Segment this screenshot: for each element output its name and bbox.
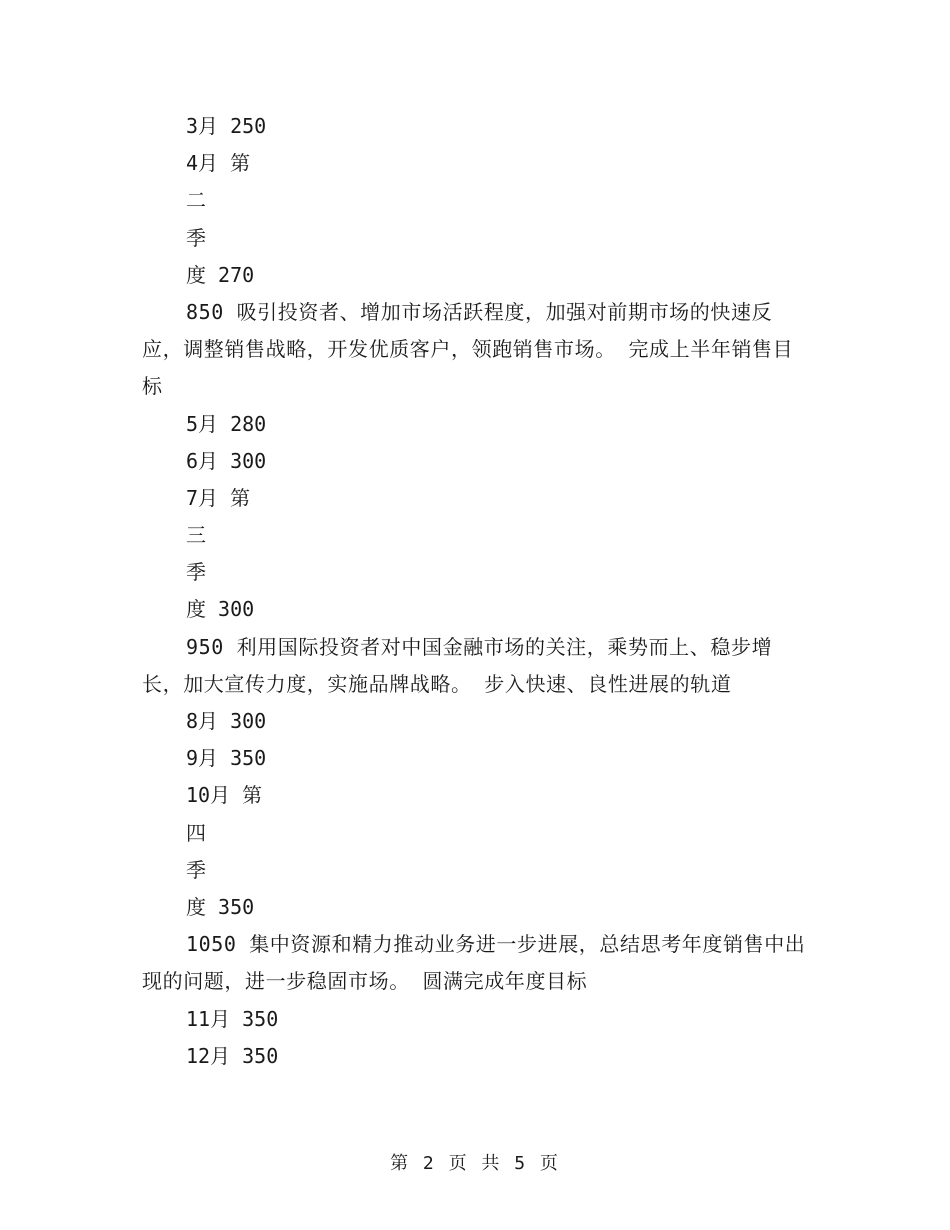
text-line: 11月 350 — [186, 1006, 279, 1031]
text-line: 二 — [186, 188, 206, 213]
text-line: 三 — [186, 523, 206, 548]
text-line: 季 — [186, 560, 206, 585]
text-line: 5月 280 — [186, 411, 267, 436]
text-line: 3月 250 — [186, 114, 267, 138]
page-number-footer: 第 2 页 共 5 页 — [390, 1153, 560, 1174]
text-line: 7月 第 — [186, 485, 251, 510]
text-line: 12月 350 — [186, 1043, 279, 1068]
paragraph-q4-strategy: 1050 集中资源和精力推动业务进一步进展，总结思考年度销售中出现的问题，进一步稳固市场。 圆满完成年度目标 — [142, 932, 806, 994]
text-line: 度 350 — [186, 895, 255, 920]
text-line: 四 — [186, 820, 206, 845]
paragraph-q3-strategy: 950 利用国际投资者对中国金融市场的关注，乘势而上、稳步增长，加大宣传力度，实施品牌战略。 步入快速、良性进展的轨道 — [142, 634, 773, 696]
text-line: 6月 300 — [186, 448, 267, 473]
text-line: 10月 第 — [186, 783, 263, 808]
text-line: 8月 300 — [186, 709, 267, 734]
paragraph-q2-strategy: 850 吸引投资者、增加市场活跃程度，加强对前期市场的快速反应，调整销售战略，开发优质客户，领跑销售市场。 完成上半年销售目标 — [142, 299, 794, 399]
text-line: 季 — [186, 225, 206, 250]
text-line: 4月 第 — [186, 151, 251, 176]
text-line: 度 270 — [186, 262, 255, 287]
text-line: 季 — [186, 857, 206, 882]
document-body — [142, 108, 808, 1075]
text-line: 度 300 — [186, 597, 255, 622]
text-line: 9月 350 — [186, 746, 267, 771]
